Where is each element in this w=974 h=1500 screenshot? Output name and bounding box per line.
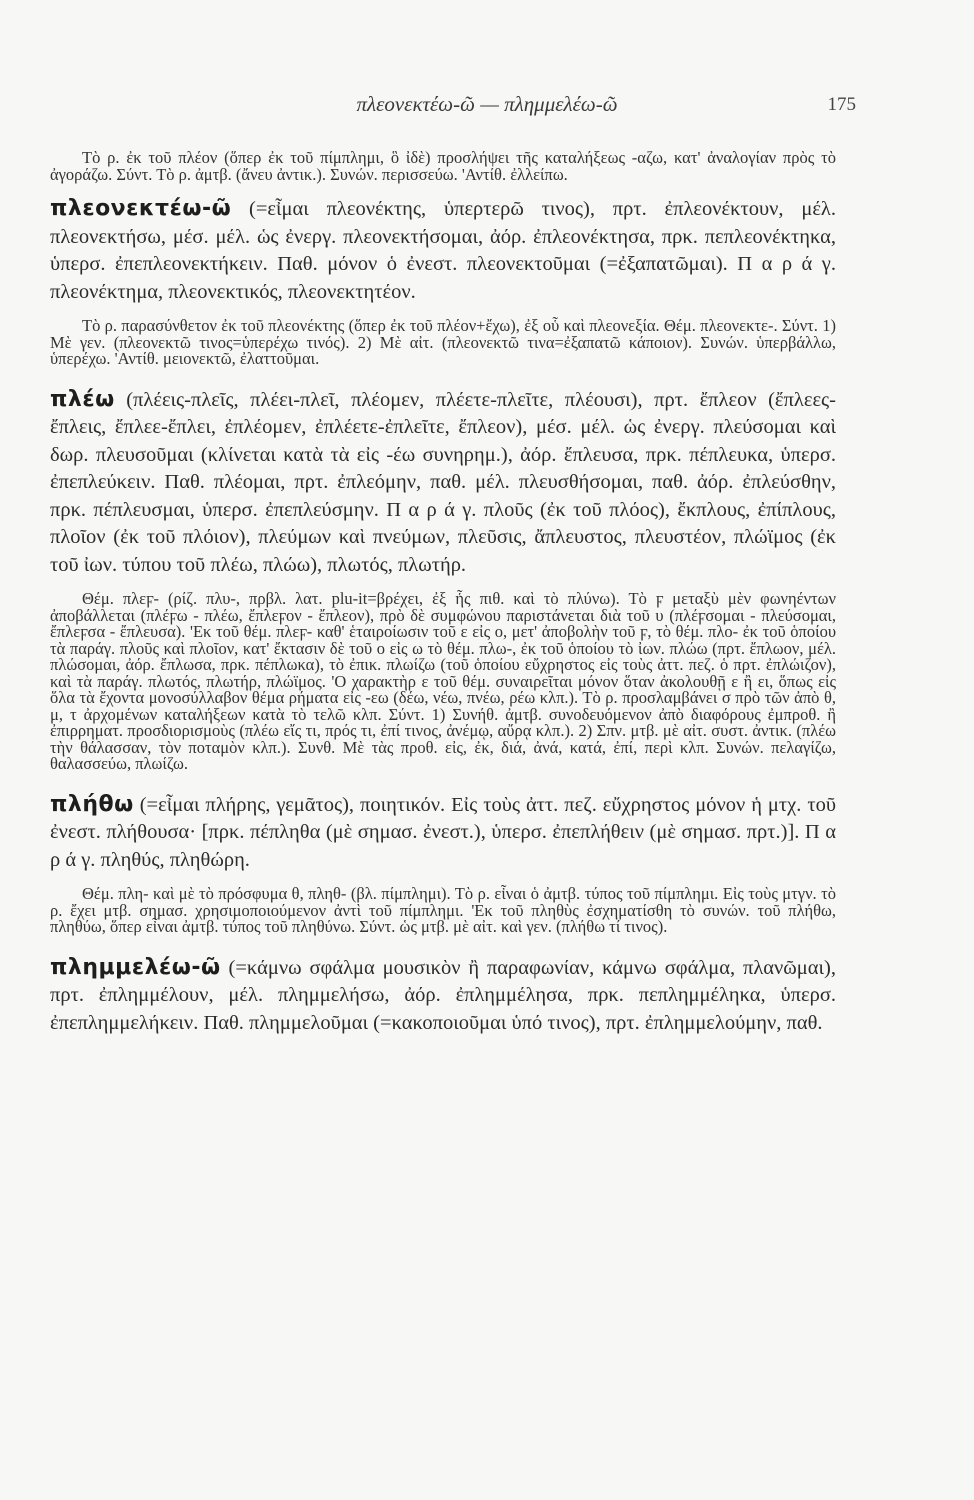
entry-text: (πλέεις-πλεῖς, πλέει-πλεῖ, πλέομεν, πλέετε-πλεῖτε, πλέουσι), πρτ. ἔπλεον (ἔπλεες-ἔπλεις, ἔπλεε-ἔπλει, ἐπλέομεν, ἐπλέετε-ἐπλεῖτε, ἔπλεον), μέσ. μέλ. ὡς ἐνεργ. πλεύσομαι καὶ δωρ. πλευσοῦμαι (κλίνεται κατὰ τὰ εἰς -έω συνηρημ.), ἀόρ. ἔπλευσα, πρκ. πέπλευκα, ὑπερσ. ἐπεπλεύκειν. Παθ. πλέομαι, πρτ. ἐπλεόμην, παθ. μέλ. πλευσθήσομαι, παθ. ἀόρ. ἐπλεύσθην, πρκ. πέπλευσμαι, ὑπερσ. ἐπεπλεύσμην. Π α ρ ά γ. πλοῦς (ἐκ τοῦ πλόος), ἔκπλους, ἐπίπλους, πλοῖον (ἐκ τοῦ πλόιον), πλεύμων καὶ πνεύμων, πλεῦσις, ἄπλευστος, πλευστέον, πλώϊμος (ἐκ τοῦ ἰων. τύπου τοῦ πλέω, πλώω), πλωτός, πλωτήρ. <box>50 388 836 576</box>
page-number: 175 <box>827 94 856 115</box>
headword: πλήθω <box>50 791 134 817</box>
headword: πλεονεκτέω-ῶ <box>50 196 232 221</box>
page-header <box>0 92 974 122</box>
entry-text: (=εἶμαι πλήρης, γεμᾶτος), ποιητικόν. Εἰς τοὺς ἀττ. πεζ. εὔχρηστος μόνον ἡ μτχ. τοῦ ἐνεστ. πλήθουσα· [πρκ. πέπληθα (μὲ σημασ. ἐνεστ.), ὑπερσ. ἐπεπλήθειν (μὲ σημασ. πρτ.)]. Π α ρ ά γ. πληθύς, πληθώρη. <box>50 793 836 871</box>
etymology-paragraph: Τὸ ρ. παρασύνθετον ἐκ τοῦ πλεονέκτης (ὅπερ ἐκ τοῦ πλέον+ἔχω), ἐξ οὗ καὶ πλεονεξία. Θέμ. πλεονεκτε-. Σύντ. 1) Μὲ γεν. (πλεονεκτῶ τινος=ὑπερέχω τινός). 2) Μὲ αἰτ. (πλεονεκτῶ τινα=ἐξαπατῶ κάποιον). Συνών. ὑπερβάλλω, ὑπερέχω. 'Αντίθ. μειονεκτῶ, ἐλαττοῦμαι. <box>50 316 836 368</box>
etymology-paragraph: Θέμ. πλη- καὶ μὲ τὸ πρόσφυμα θ, πληθ- (βλ. πίμπλημι). Τὸ ρ. εἶναι ὁ ἀμτβ. τύπος τοῦ πίμπλημι. Εἰς τοὺς μτγν. τὸ ρ. ἔχει μτβ. σημασ. χρησιμοποιούμενον ἀντὶ τοῦ πίμπλημι. 'Εκ τοῦ πληθὺς ἐσχηματίσθη τὸ συνών. τοῦ πλήθω, πληθύω, ὅπερ εἶναι ἀμτβ. τύπος τοῦ πληθύνω. Σύντ. ὡς μτβ. μὲ αἰτ. καὶ γεν. (πλήθω τί τινος). <box>50 884 836 936</box>
running-head: πλεονεκτέω-ῶ — πλημμελέω-ῶ <box>356 92 618 116</box>
entry-pleo <box>50 386 836 580</box>
etymology-paragraph: Τὸ ρ. ἐκ τοῦ πλέον (ὅπερ ἐκ τοῦ πίμπλημι, ὃ ἰδὲ) προσλήψει τῆς καταλήξεως -αζω, κατ' ἀναλογίαν πρὸς τὸ ἀγοράζω. Σύντ. Τὸ ρ. ἀμτβ. (ἄνευ ἀντικ.). Συνών. περισσεύω. 'Αντίθ. ἐλλείπω. <box>50 148 836 184</box>
headword: πλέω <box>50 386 115 412</box>
etymology-paragraph: Θέμ. πλεϝ- (ρίζ. πλυ-, πρβλ. λατ. plu-it=βρέχει, ἐξ ἧς πιθ. καὶ τὸ πλύνω). Τὸ ϝ μεταξὺ μὲν φωνηέντων ἀποβάλλεται (πλέϝω - πλέω, ἔπλεϝον - ἔπλεον), πρὸ δὲ συμφώνου παριστάνεται διὰ τοῦ υ (πλέϝσομαι - πλεύσομαι, ἔπλεϝσα - ἔπλευσα). 'Εκ τοῦ θέμ. πλεϝ- καθ' ἑταιροίωσιν τοῦ ε εἰς ο, μετ' ἀποβολὴν τοῦ ϝ, τὸ θέμ. πλο- ἐκ τοῦ ὁποίου τὰ παράγ. πλοῦς καὶ πλοῖον, κατ' ἔκτασιν δὲ τοῦ ο εἰς ω τὸ θέμ. πλω-, ἐκ τοῦ ὁποίου τὸ ἰων. πλώω (πρτ. ἔπλωον, μέλ. πλώσομαι, ἀόρ. ἔπλωσα, πρκ. πέπλωκα), τὸ ἐπικ. πλωίζω (τοῦ ὁποίου εὔχρηστος εἰς τοὺς ἀττ. πεζ. ὁ πρτ. ἐπλώιζον), καὶ τὰ παράγ. πλωτός, πλωτήρ, πλώϊμος. 'Ο χαρακτὴρ ε τοῦ θέμ. συναιρεῖται μόνον ὅταν ἀκολουθῇ ε ἢ ει, ὅπως εἰς ὅλα τὰ ἔχοντα μονοσύλλαβον θέμα ρήματα εἰς -εω (δέω, νέω, πνέω, ρέω κλπ.). Τὸ ρ. προσλαμβάνει σ πρὸ τῶν ἀπὸ θ, μ, τ ἀρχομένων καταλήξεων κατὰ τὸ τελῶ κλπ. Σύντ. 1) Συνήθ. ἀμτβ. συνοδευόμενον ἀπὸ διαφόρους ἐμπροθ. ἢ ἐπιρρηματ. προσδιορισμοὺς (πλέω εἴς τι, πρός τι, ἐπί τινος, ἀνέμῳ, αὔρᾳ κλπ.). 2) Σπν. μτβ. μὲ αἰτ. συστ. ἀντικ. (πλέω τὴν θάλασσαν, τὸν ποταμὸν κλπ.). Συνθ. Μὲ τὰς προθ. εἰς, ἐκ, διά, ἀνά, κατά, ἐπί, περὶ κλπ. Συνών. πελαγίζω, θαλασσεύω, πλωίζω. <box>50 589 836 773</box>
headword: πλημμελέω-ῶ <box>50 954 221 980</box>
entry-plimmeleo <box>50 954 836 1038</box>
entry-text: (=εἶμαι πλεονέκτης, ὑπερτερῶ τινος), πρτ. ἐπλεονέκτουν, μέλ. πλεονεκτήσω, μέσ. μέλ. ὡς ἐνεργ. πλεονεκτήσομαι, ἀόρ. ἐπλεονέκτησα, πρκ. πεπλεονέκτηκα, ὑπερσ. ἐπεπλεονεκτήκειν. Παθ. μόνον ὁ ἐνεστ. πλεονεκτοῦμαι (=ἐξαπατῶμαι). Π α ρ ά γ. πλεονέκτημα, πλεονεκτικός, πλεονεκτητέον. <box>50 198 836 303</box>
entry-pleonekteo <box>50 195 836 306</box>
entry-text: (=κάμνω σφάλμα μουσικὸν ἢ παραφωνίαν, κάμνω σφάλμα, πλανῶμαι), πρτ. ἐπλημμέλουν, μέλ. πλημμελήσω, ἀόρ. ἐπλημμέλησα, πρκ. πεπλημμέληκα, ὑπερσ. ἐπεπλημμελήκειν. Παθ. πλημμελοῦμαι (=κακοποιοῦμαι ὑπό τινος), πρτ. ἐπλημμελούμην, παθ. <box>50 956 836 1034</box>
page-body <box>50 150 836 1037</box>
entry-plitho <box>50 791 836 875</box>
